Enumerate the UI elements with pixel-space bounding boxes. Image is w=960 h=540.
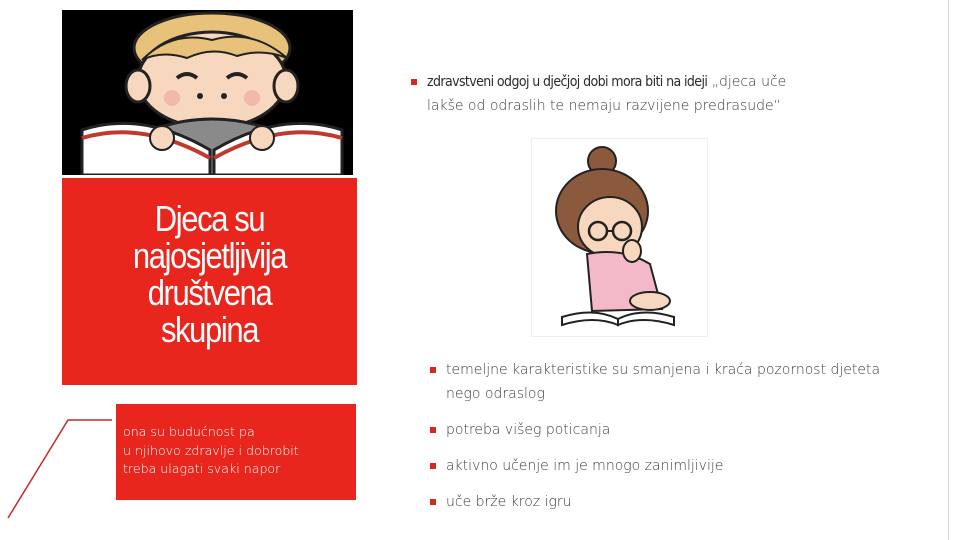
bullet-square-icon	[430, 367, 436, 373]
note-text	[123, 423, 353, 479]
note-line: ona su budućnost pa	[123, 424, 255, 439]
slide-border	[948, 0, 949, 540]
title-line: društvena	[147, 272, 272, 313]
list-item	[446, 490, 926, 514]
list-item	[446, 454, 926, 478]
reading-boy-image	[62, 10, 353, 175]
title-line: najosjetljivija	[132, 235, 287, 276]
top-bullet	[427, 70, 927, 118]
reading-girl-illustration	[532, 139, 707, 336]
bullet-square-icon	[411, 79, 417, 85]
bullet-line: temeljne karakteristike su smanjena i kraća pozornost djeteta	[446, 362, 881, 378]
bullet-line-2: nego odraslog	[446, 386, 545, 402]
list-item	[446, 418, 926, 442]
reading-boy-illustration	[62, 10, 353, 175]
bullet-list	[446, 358, 926, 526]
title-line: Djeca su	[154, 198, 265, 239]
connector-line	[0, 410, 120, 540]
reading-girl-image	[531, 138, 708, 337]
note-line: treba ulagati svaki napor	[123, 461, 281, 476]
list-item	[446, 358, 926, 406]
slide-title	[83, 200, 337, 348]
bullet-line: potreba višeg poticanja	[446, 422, 611, 438]
bullet-square-icon	[430, 463, 436, 469]
bullet-lead-text: zdravstveni odgoj u dječjoj dobi mora biti na ideji	[427, 74, 708, 90]
bullet-line: uče brže kroz igru	[446, 494, 572, 510]
bullet-line	[427, 70, 927, 94]
title-line: skupina	[160, 309, 259, 350]
bullet-square-icon	[430, 499, 436, 505]
bullet-line-2: lakše od odraslih te nemaju razvijene predrasude“	[427, 98, 781, 114]
bullet-line: aktivno učenje im je mnogo zanimljivije	[446, 458, 724, 474]
bullet-square-icon	[430, 427, 436, 433]
note-line: u njihovo zdravlje i dobrobit	[123, 442, 299, 458]
bullet-rest-text: „djeca uče	[707, 74, 787, 90]
